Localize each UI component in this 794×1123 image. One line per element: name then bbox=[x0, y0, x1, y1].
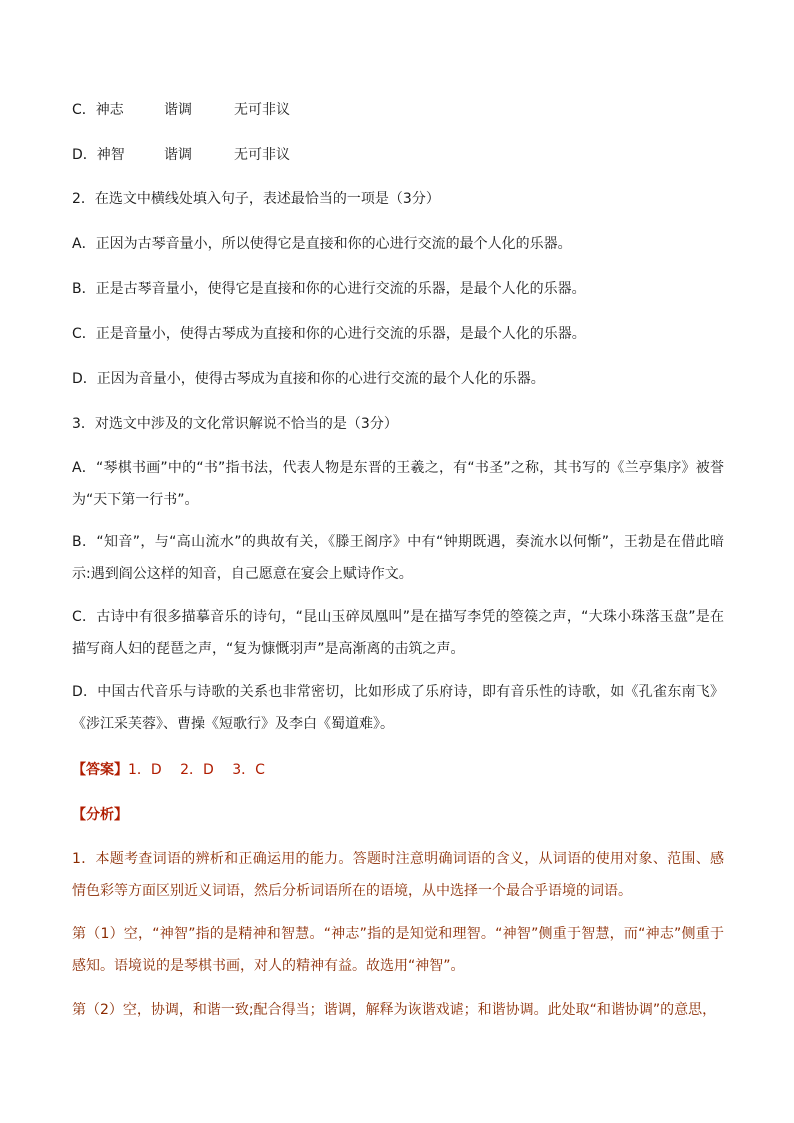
q2-stem: 2．在选文中横线处填入句子，表述最恰当的一项是（3分） bbox=[72, 191, 440, 207]
q2-option-d: D．正因为音量小，使得古琴成为直接和你的心进行交流的最个人化的乐器。 bbox=[72, 371, 545, 387]
answer-text: 1．D 2．D 3．C bbox=[128, 762, 265, 778]
option-word-3: 无可非议 bbox=[234, 102, 290, 118]
answer-line bbox=[72, 761, 265, 779]
analysis-paragraph-3: 第（2）空，协调，和谐一致;配合得当；谐调，解释为诙谐戏谑；和谐协调。此处取“和谐协调”的意思， bbox=[72, 1002, 717, 1018]
option-word-2: 谐调 bbox=[164, 147, 192, 163]
q1-option-c bbox=[72, 101, 354, 119]
q2-option-c: C．正是音量小，使得古琴成为直接和你的心进行交流的乐器，是最个人化的乐器。 bbox=[72, 326, 586, 342]
option-word-3: 无可非议 bbox=[234, 147, 290, 163]
q2-option-b: B．正是古琴音量小，使得它是直接和你的心进行交流的乐器，是最个人化的乐器。 bbox=[72, 281, 586, 297]
option-word-2: 谐调 bbox=[164, 102, 192, 118]
q2-option-a: A．正因为古琴音量小，所以使得它是直接和你的心进行交流的最个人化的乐器。 bbox=[72, 236, 572, 252]
q3-option-b: B．“知音”，与“高山流水”的典故有关，《滕王阁序》中有“钟期既遇，奏流水以何惭”，王勃是在借此暗示:遇到阎公这样的知音，自己愿意在宴会上赋诗作文。 bbox=[72, 534, 724, 582]
analysis-paragraph-1: 1．本题考查词语的辨析和正确运用的能力。答题时注意明确词语的含义，从词语的使用对象、范围、感情色彩等方面区别近义词语，然后分析词语所在的语境，从中选择一个最合乎语境的词语。 bbox=[72, 851, 724, 899]
option-letter-word: D．神智 bbox=[72, 147, 125, 163]
q3-option-d: D．中国古代音乐与诗歌的关系也非常密切，比如形成了乐府诗，即有音乐性的诗歌，如《孔雀东南飞》《涉江采芙蓉》、曹操《短歌行》及李白《蜀道难》。 bbox=[72, 684, 724, 732]
q1-option-d bbox=[72, 146, 354, 164]
q3-option-c: C．古诗中有很多描摹音乐的诗句，“昆山玉碎凤凰叫”是在描写李凭的箜篌之声，“大珠小珠落玉盘”是在描写商人妇的琵琶之声，“复为慷慨羽声”是高渐离的击筑之声。 bbox=[72, 609, 724, 657]
option-letter-word: C．神志 bbox=[72, 102, 124, 118]
q3-option-a: A．“琴棋书画”中的“书”指书法，代表人物是东晋的王羲之，有“书圣”之称，其书写的《兰亭集序》被誉为“天下第一行书”。 bbox=[72, 460, 724, 508]
answer-label: 【答案】 bbox=[72, 762, 128, 778]
analysis-label-line bbox=[72, 806, 128, 824]
q3-stem: 3．对选文中涉及的文化常识解说不恰当的是（3分） bbox=[72, 416, 398, 432]
analysis-label: 【分析】 bbox=[72, 807, 128, 823]
analysis-paragraph-2: 第（1）空，“神智”指的是精神和智慧。“神志”指的是知觉和理智。“神智”侧重于智慧，而“神志”侧重于感知。语境说的是琴棋书画，对人的精神有益。故选用“神智”。 bbox=[72, 926, 724, 974]
